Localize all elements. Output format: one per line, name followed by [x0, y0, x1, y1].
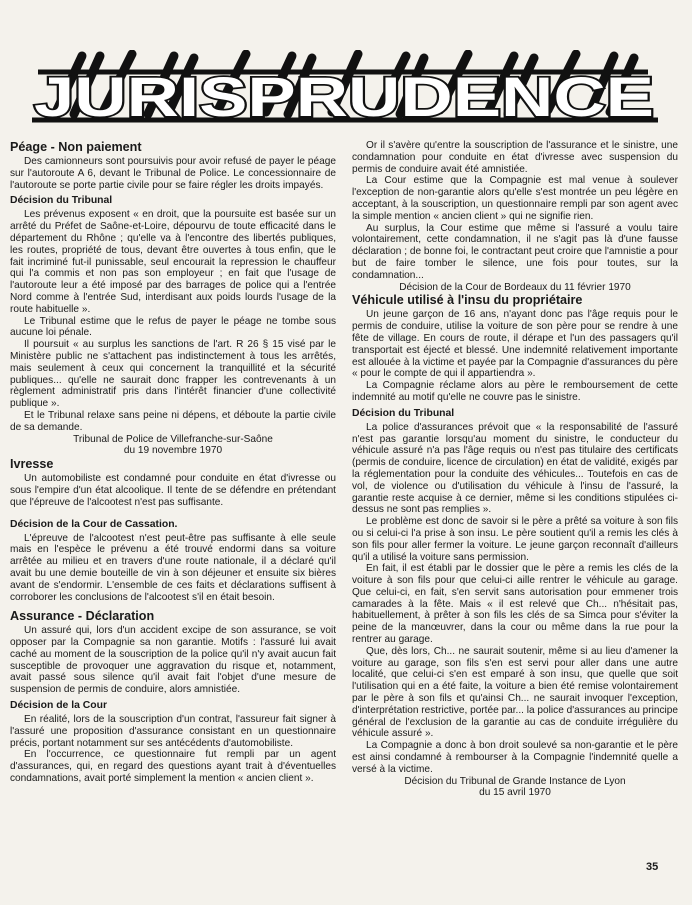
paragraph: Un automobiliste est condamné pour conduite en état d'ivresse ou sous l'empire d'un état alcoolique. Il tente de se défendre en prétendant que l'épreuve de l'alcootest n'est pas suffisante.: [10, 473, 336, 508]
source-line: du 19 novembre 1970: [123, 445, 223, 457]
paragraph: En l'occurrence, ce questionnaire fut rempli par un agent d'assurances, qui, en regard des questions ayant trait à d'éventuelles condamnations, avait porté simplement la mention « ancien client ».: [10, 749, 336, 785]
source-line: du 15 avril 1970: [479, 787, 551, 799]
paragraph: Un assuré qui, lors d'un accident excipe de son assurance, se voit opposer par la Compagnie sa non garantie. Motifs : l'assuré lui avait caché au moment de la souscription de la police qu'il n'y avait aucun fait susceptible de provoquer une aggravation du risque et, notamment, avait passé sous silence qu'il avait fait l'objet d'une mesure de suspension de permis de conduire, alors amnistiée.: [10, 625, 336, 696]
section-title-peage: Péage - Non paiement: [10, 140, 142, 154]
source-line: Décision de la Cour de Bordeaux du 11 février 1970: [399, 281, 631, 293]
source-line: Tribunal de Police de Villefranche-sur-Saône: [73, 433, 273, 445]
section-title-vehicule: Véhicule utilisé à l'insu du propriétaire: [352, 293, 583, 308]
paragraph: Des camionneurs sont poursuivis pour avoir refusé de payer le péage sur l'autoroute A 6, devant le Tribunal de Police. Le concessionnaire de l'autoroute se porte partie civile pour se faire régler les droits impayés.: [10, 156, 336, 191]
left-column: [10, 140, 336, 785]
source-line: Décision du Tribunal de Grande Instance de Lyon: [404, 775, 626, 787]
subheading: Décision de la Cour: [10, 700, 108, 712]
paragraph: La Compagnie réclame alors au père le remboursement de cette indemnité au motif qu'elle ne couvre pas le sinistre.: [352, 380, 678, 403]
paragraph: Et le Tribunal relaxe sans peine ni dépens, et déboute la partie civile de sa demande.: [10, 409, 336, 433]
section-title-assurance: Assurance - Déclaration: [10, 609, 155, 624]
paragraph: Au surplus, la Cour estime que même si l'assuré a voulu taire volontairement, cette condamnation, il ne s'agit pas là d'une fausse déclaration ; de bonne foi, le contractant peut croire que l'amnistie a pour but de faire tomber le silence, une fois pour toutes, sur la condamnation...: [352, 222, 678, 281]
paragraph: Il poursuit « au surplus les sanctions de l'art. R 26 § 15 visé par le Ministère public ne s'attachent pas indistinctement à tous les arrêtés, mais seulement à ceux qui concernent la tranquillité et la sécurité publiques... qu'elle ne saurait donc frapper les contrevenants à un règlement administratif pris dans l'intérêt financier d'une collectivité publique ».: [10, 339, 336, 410]
paragraph: En réalité, lors de la souscription d'un contrat, l'assureur fait signer à l'assuré une proposition d'assurance consistant en un questionnaire précis, portant notamment sur ses antécédents d'automobiliste.: [10, 714, 336, 749]
page-number: 35: [646, 861, 659, 873]
subheading: Décision du Tribunal: [10, 195, 113, 207]
paragraph: Le problème est donc de savoir si le père a prêté sa voiture à son fils ou si celui-ci l'a prise à son insu. Le père soutient qu'il a remis les clés à son fils pour aller fermer la voiture. Le jeune garçon reconnaît d'ailleurs qu'il a utilisé la voiture sans permission.: [352, 516, 678, 563]
paragraph: Le Tribunal estime que le refus de payer le péage ne tombe sous aucune loi pénale.: [10, 315, 336, 339]
paragraph: La Compagnie a donc à bon droit soulevé sa non-garantie et le père est ainsi condamné à rembourser à la Compagnie l'indemnité quelle a versé à la victime.: [352, 740, 678, 775]
paragraph: En fait, il est établi par le dossier que le père a remis les clés de la voiture à son fils pour que celui-ci aille rentrer le véhicule au garage. Que celui-ci, en fait, s'en servit sans autorisation pour emmener trois camarades à la fête. Mais « il est relevé que Ch... n'hésitait pas, habituellement, à prêter à son fils les clés de sa Simca pour s'éviter la peine de la manœuvrer, dans la cour ou même dans la rue pour la rentrer au garage.: [352, 563, 678, 646]
paragraph: Or il s'avère qu'entre la souscription de l'assurance et le sinistre, une condamnation pour conduite en état d'ivresse avec suspension du permis de conduire avait été amnistiée.: [352, 140, 678, 175]
section-title-ivresse: Ivresse: [10, 457, 54, 472]
right-column: [352, 140, 678, 799]
paragraph: Que, dès lors, Ch... ne saurait soutenir, même si au lieu d'amener la voiture au garage, son fils s'en est servi pour aller dans une autre localité, que celui-ci s'en est emparé à son insu, que quelle que soit l'utilisation qui en a été faite, la voiture a bien été remise volontairement par le père à son fils et qu'ainsi Ch... ne saurait invoquer l'exception, d'interprétation restrictive, portée par... la police d'assurances au principe général de l'exclusion de la garantie au cas de conduite irrégulière du véhicule assuré ».: [352, 645, 678, 740]
paragraph: L'épreuve de l'alcootest n'est peut-être pas suffisante à elle seule mais en l'espèce le prévenu a été trouvé endormi dans sa voiture arrêtée au milieu et en travers d'une route nationale, il a déclaré qu'il avait bu une demie bouteille de vin à son déjeuner et ensuite six bières avant de s'endormir. L'ensemble de ces faits et déclarations suffisent à corroborer les conclusions de l'alcootest s'il en était besoin.: [10, 532, 336, 603]
banner-title: JURISPRUDENCE: [34, 65, 654, 128]
paragraph: La Cour estime que la Compagnie est mal venue à soulever l'exception de non-garantie alors qu'elle s'est montrée un peu légère en acceptant, à la souscription, un questionnaire rempli par son agent avec la simple mention « ancien client » qui ne signifie rien.: [352, 175, 678, 222]
jurisprudence-banner: [8, 50, 680, 130]
paragraph: La police d'assurances prévoit que « la responsabilité de l'assuré n'est pas garantie lorsqu'au moment du sinistre, le conducteur du véhicule assuré n'a pas l'âge requis ou n'est pas titulaire des certificats (permis de conduire, licence de circulation) en état de validité, exigés par la réglementation pour la conduite des véhicules... Toutefois en cas de vol, de violence ou d'utilisation du véhicule à l'insu de l'assuré, la garantie reste acquise à ce dernier, même si les conditions stipulées ci-dessus ne sont pas remplies ».: [352, 421, 678, 516]
paragraph: Les prévenus exposent « en droit, que la poursuite est basée sur un arrêté du Préfet de Saône-et-Loire, dépourvu de toute efficacité dans le département du Rhône ; qu'elle va à l'encontre des libertés publiques, les routes, propriété de tous, devant être ouvertes à tous enfin, que le fait incriminé fut-il punissable, seul encourait la repression le chauffeur qui l'a commis et non pas son employeur ; en fait que l'usage de l'autoroute leur a été imposé par des barrages de police qui a l'entrée Nord comme à l'entrée Sud, interdisant aux poids lourds l'usage de la route habituelle ».: [10, 209, 336, 315]
subheading: Décision de la Cour de Cassation.: [10, 518, 178, 530]
paragraph: Un jeune garçon de 16 ans, n'ayant donc pas l'âge requis pour le permis de conduire, utilise la voiture de son père pour se rendre à une fête de village. En cours de route, il dérape et l'un des passagers qu'il transportait est éjecté et blessé. Une indemnité relativement importante est allouée à la victime et payée par la Compagnie d'assurances du père « pour le compte de qui il appartiendra ».: [352, 309, 678, 380]
subheading: Décision du Tribunal: [352, 407, 455, 419]
